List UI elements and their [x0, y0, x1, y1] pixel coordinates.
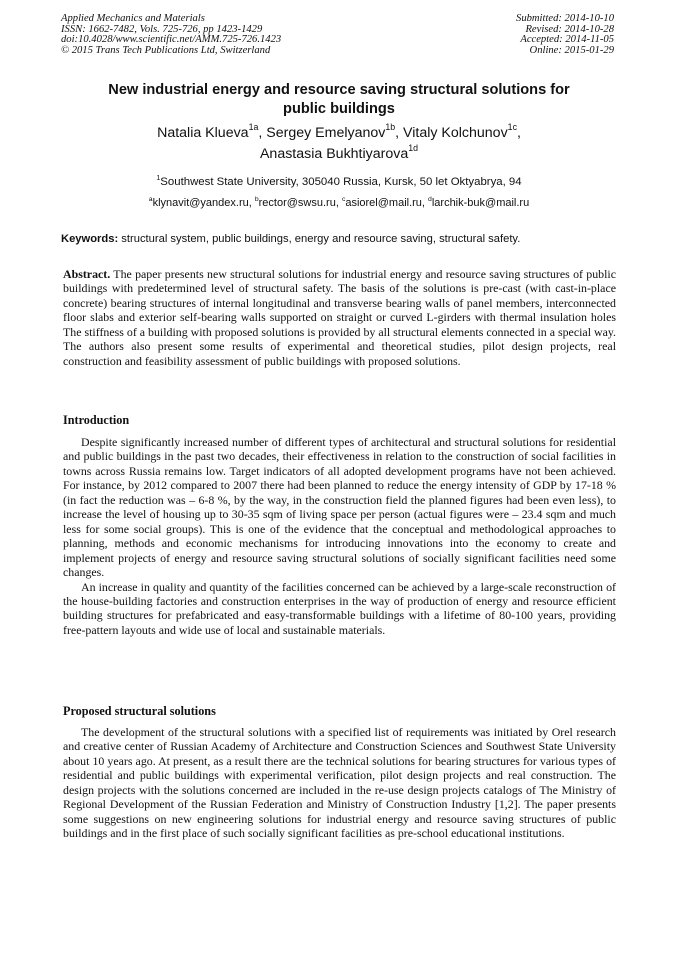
email-link: rector@swsu.ru, — [258, 197, 342, 209]
author-emails — [60, 196, 618, 210]
revised-date: Revised: 2014-10-28 — [525, 23, 614, 35]
author-list — [60, 123, 618, 165]
author-mark: 1d — [408, 143, 419, 154]
author-name: Vitaly Kolchunov — [403, 125, 508, 141]
abstract-text: The paper presents new structural solutions for industrial energy and resource saving structures of public buildings with predetermined level of structural safety. The basis of the solutions is pre-cast (with cast-in-place concrete) bearing structures of internal longitudinal and transverse bearing walls of panel members, interconnected floor slabs and exterior self-bearing walls supported on straight or curved L-girders with thermal insulation holes The stiffness of a building with proposed solutions is provided by all structural elements connected in a special way. The authors also present some results of experimental and theoretical studies, pilot design projects, real construction and feasibility assessment of public buildings with proposed solutions. — [63, 267, 616, 368]
publication-dates — [516, 14, 614, 56]
section-heading-introduction: Introduction — [63, 413, 130, 427]
affiliation-text: Southwest State University, 305040 Russia, Kursk, 50 let Oktyabrya, 94 — [160, 176, 522, 188]
author-name: Natalia Klueva — [157, 125, 249, 141]
paragraph: The development of the structural solutions with a specified list of requirements was initiated by Orel research and creative center of Russian Academy of Architecture and Construction Sciences and Southwest State University about 10 years ago. At present, as a result there are the technical solutions for bearing structures for various types of residential and public buildings with experimental verification, pilot design projects and real construction. The design projects with the solutions concerned are included in the re-use design projects catalogs of The Ministry of Regional Development of the Russian Federation and Ministry of Construction Industry [1,2]. The paper presents some suggestions on new engineering solutions for industrial energy and resource saving structures of public buildings and in the first place of such socially significant facilities as pre-school educational institutions. — [63, 725, 616, 841]
author-line-1: Natalia Klueva$^{1a}$, Sergey Emelyanov$^{1b}$, Vitaly Kolchunov$^{1c}$, — [157, 122, 521, 141]
email-link: asiorel@mail.ru, — [345, 197, 429, 209]
affiliation-mark: 1 — [156, 174, 161, 182]
abstract — [63, 267, 616, 368]
author-line-2 — [60, 144, 618, 165]
affiliation — [60, 175, 618, 189]
copyright-line: © 2015 Trans Tech Publications Ltd, Switzerland — [61, 44, 271, 56]
keywords — [61, 232, 621, 246]
email-mark: d — [428, 195, 432, 203]
author-mark: 1c — [507, 122, 517, 133]
doi-line: doi:10.4028/www.scientific.net/AMM.725-726.1423 — [61, 34, 282, 46]
paragraph: Despite significantly increased number of different types of architectural and structural solutions for residential and public buildings in the past two decades, their effectiveness in relation to the construction of social facilities in towns across Russia remains low. Target indicators of all adopted development programs have not been achieved. For instance, by 2012 compared to 2007 there had been planned to reduce the energy intensity of GDP by 17-18 % (in fact the reduction was – 6-8 %, by the way, in the construction field the planned figures had been even less), to increase the level of housing up to 30-35 sqm of living space per person (actual figures were – 23.4 sqm and much less for some social groups). This is one of the evidence that the conceptual and methodological approaches to planning, methods and economic mechanisms for introducing innovations into the economy to create and implement projects of energy and resource saving structural solutions of socially significant facilities need some changes. — [63, 435, 616, 580]
accepted-date: Accepted: 2014-11-05 — [520, 34, 614, 46]
keywords-label: Keywords: — [61, 233, 119, 245]
email-mark: b — [254, 195, 259, 203]
author-name: Sergey Emelyanov — [266, 125, 386, 141]
issn-line: ISSN: 1662-7482, Vols. 725-726, pp 1423-1429 — [61, 23, 263, 35]
author-name: Anastasia Bukhtiyarova — [259, 146, 409, 162]
email-mark: a — [148, 195, 153, 203]
title-line-2: public buildings — [283, 101, 395, 117]
paragraph: An increase in quality and quantity of the facilities concerned can be achieved by a large-scale reconstruction of the house-building factories and construction enterprises in the way of production of energy and resource efficient building structures for prefabricated and easy-transformable buildings with a lifetime of 80-100 years, providing free-pattern layouts and wide use of local and sustainable materials. — [63, 579, 616, 637]
proposed-section — [63, 725, 616, 841]
online-date: Online: 2015-01-29 — [529, 44, 614, 56]
email-link: larchik-buk@mail.ru — [431, 197, 530, 209]
journal-name: Applied Mechanics and Materials — [61, 13, 205, 24]
paper-title — [70, 81, 608, 119]
author-mark: 1a — [248, 122, 259, 133]
section-heading-proposed: Proposed structural solutions — [63, 704, 216, 718]
submitted-date: Submitted: 2014-10-10 — [516, 13, 614, 24]
title-line-1: New industrial energy and resource saving structural solutions for — [108, 82, 570, 98]
author-mark: 1b — [385, 122, 396, 133]
email-mark: c — [341, 195, 346, 203]
introduction-section — [63, 435, 616, 637]
abstract-label: Abstract. — [63, 267, 111, 281]
email-link: klynavit@yandex.ru, — [152, 197, 255, 209]
keywords-text: structural system, public buildings, energy and resource saving, structural safety. — [118, 233, 521, 245]
journal-info — [61, 14, 281, 56]
